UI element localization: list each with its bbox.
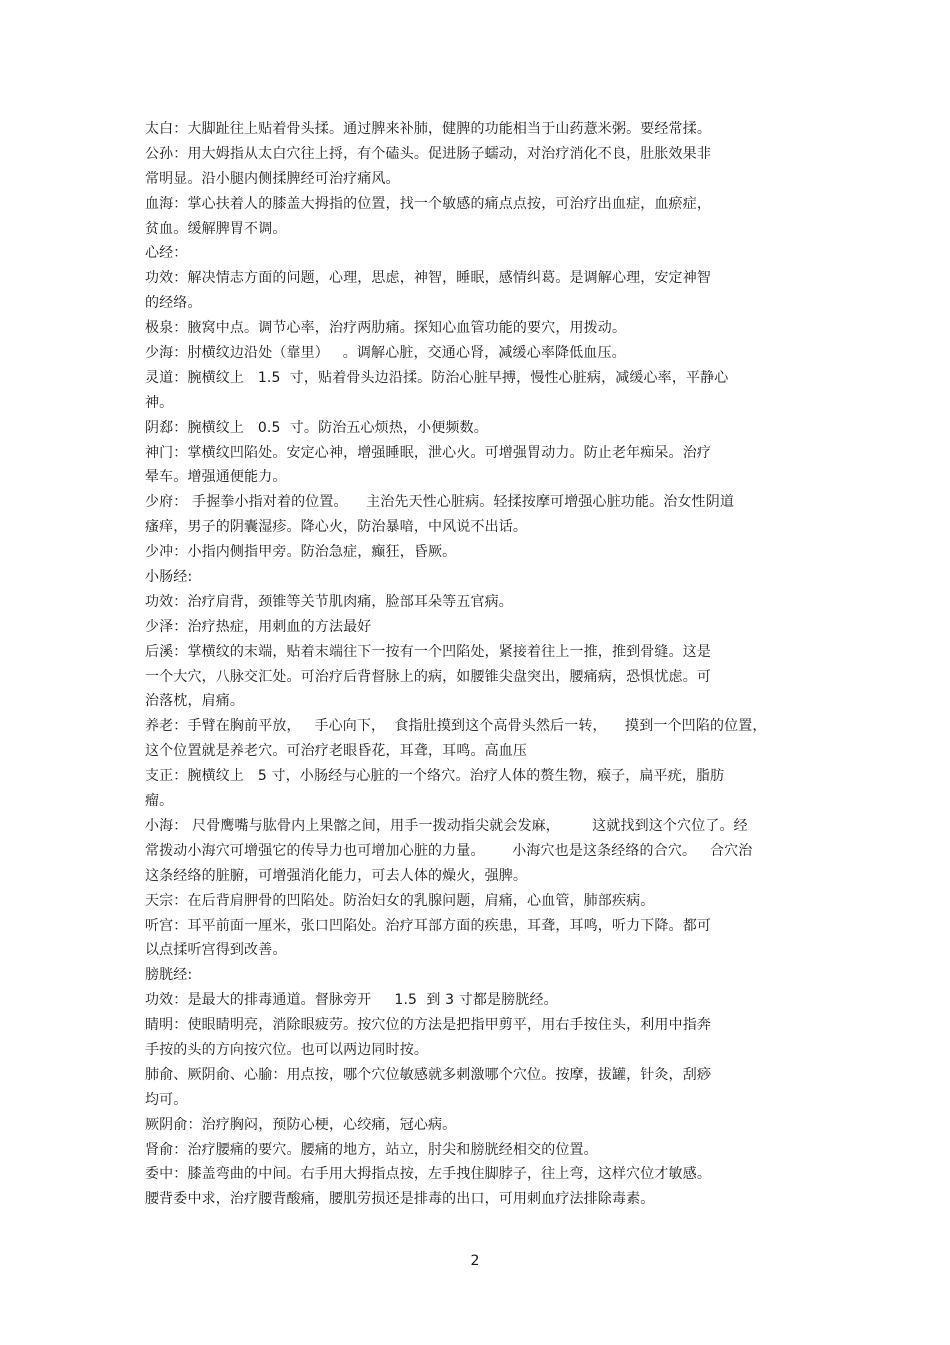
text-line: 常拨动小海穴可增强它的传导力也可增加心脏的力量。 小海穴也是这条经络的合穴。 合穴治 [145,842,753,859]
text-line: 功效：解决情志方面的问题，心理，思虑，神智，睡眠，感情纠葛。是调解心理，安定神智 [145,270,711,287]
text-line: 均可。 [145,1091,188,1108]
text-line: 听宫：耳平前面一厘米，张口凹陷处。治疗耳部方面的疾患，耳聋，耳鸣，听力下降。都可 [145,917,711,934]
text-line: 后溪：掌横纹的末端，贴着末端往下一按有一个凹陷处，紧接着往上一推，推到骨缝。这是 [145,643,711,660]
text-line: 心经： [145,245,188,262]
text-line: 小海： 尺骨鹰嘴与肱骨内上果髂之间，用手一拨动指尖就会发麻， 这就找到这个穴位了。经 [145,817,748,834]
text-line: 灵道：腕横纹上 1.5 寸，贴着骨头边沿揉。防治心脏早搏，慢性心脏病，减缓心率，平静心 [145,369,729,386]
page-number: 2 [470,1253,480,1269]
text-line: 功效：是最大的排毒通道。督脉旁开 1.5 到 3 寸都是膀胱经。 [145,992,558,1009]
text-line: 手按的头的方向按穴位。也可以两边同时按。 [145,1041,428,1058]
text-line: 腰背委中求，治疗腰背酸痛，腰肌劳损还是排毒的出口，可用刺血疗法排除毒素。 [145,1191,655,1208]
text-line: 功效：治疗肩背，颈锥等关节肌肉痛，脸部耳朵等五官病。 [145,593,513,610]
text-line: 支正：腕横纹上 5 寸，小肠经与心脏的一个络穴。治疗人体的赘生物，瘊子，扁平疣，脂肪 [145,768,725,785]
text-line: 公孙：用大姆指从太白穴往上捋，有个磕头。促进肠子蠕动，对治疗消化不良，肚胀效果非 [145,145,711,162]
text-line: 治落枕，肩痛。 [145,693,245,710]
text-line: 膀胱经: [145,967,193,984]
text-line: 这条经络的脏腑，可增强消化能力，可去人体的燥火，强脾。 [145,867,528,884]
text-line: 以点揉听宫得到改善。 [145,942,287,959]
body-text [145,117,825,1212]
text-line: 天宗：在后背肩胛骨的凹陷处。防治妇女的乳腺问题，肩痛，心血管，肺部疾病。 [145,892,655,909]
text-line: 极泉：腋窝中点。调节心率，治疗两肋痛。探知心血管功能的要穴，用拨动。 [145,320,627,337]
text-line: 晕车。增强通便能力。 [145,469,287,486]
text-line: 少冲：小指内侧指甲旁。防治急症，癫狂，昏厥。 [145,544,457,561]
text-line: 肾俞：治疗腰痛的要穴。腰痛的地方，站立，肘尖和膀胱经相交的位置。 [145,1141,598,1158]
text-line: 委中：膝盖弯曲的中间。右手用大拇指点按，左手拽住脚脖子，往上弯，这样穴位才敏感。 [145,1166,711,1183]
text-line: 养老：手臂在胸前平放， 手心向下， 食指肚摸到这个高骨头然后一转， 摸到一个凹陷的位置， [145,718,767,735]
text-line: 少泽：治疗热症，用刺血的方法最好 [145,618,372,635]
text-line: 少府： 手握拳小指对着的位置。 主治先天性心脏病。轻揉按摩可增强心脏功能。治女性阴道 [145,494,734,511]
text-line: 阴郄：腕横纹上 0.5 寸。防治五心烦热，小便频数。 [145,419,488,436]
text-line: 神。 [145,394,174,411]
text-line: 血海：掌心扶着人的膝盖大拇指的位置，找一个敏感的痛点点按，可治疗出血症，血瘀症， [145,195,711,212]
text-line: 一个大穴，八脉交汇处。可治疗后背督脉上的病，如腰锥尖盘突出，腰痛病，恐惧忧虑。可 [145,668,711,685]
text-line: 常明显。沿小腿内侧揉脾经可治疗痛风。 [145,170,400,187]
text-line: 厥阴俞：治疗胸闷，预防心梗，心绞痛，冠心病。 [145,1116,457,1133]
text-line: 这个位置就是养老穴。可治疗老眼昏花，耳聋，耳鸣。高血压 [145,743,528,760]
text-line: 瘙痒，男子的阴囊湿疹。降心火，防治暴喑，中风说不出话。 [145,519,528,536]
text-line: 肺俞、厥阴俞、心腧：用点按，哪个穴位敏感就多刺激哪个穴位。按摩，拔罐，针灸，刮痧 [145,1066,711,1083]
text-line: 少海：肘横纹边沿处（靠里） 。调解心脏，交通心肾，减缓心率降低血压。 [145,345,626,362]
text-line: 贫血。缓解脾胃不调。 [145,220,287,237]
text-line: 的经络。 [145,295,202,312]
text-line: 瘤。 [145,793,174,810]
text-line: 太白：大脚趾往上贴着骨头揉。通过脾来补肺，健脾的功能相当于山药薏米粥。要经常揉。 [145,121,711,137]
text-line: 睛明：使眼睛明亮，消除眼疲劳。按穴位的方法是把指甲剪平，用右手按住头，利用中指奔 [145,1017,711,1034]
text-line: 小肠经: [145,569,193,586]
text-line: 神门：掌横纹凹陷处。安定心神，增强睡眠，泄心火。可增强胃动力。防止老年痴呆。治疗 [145,444,711,461]
